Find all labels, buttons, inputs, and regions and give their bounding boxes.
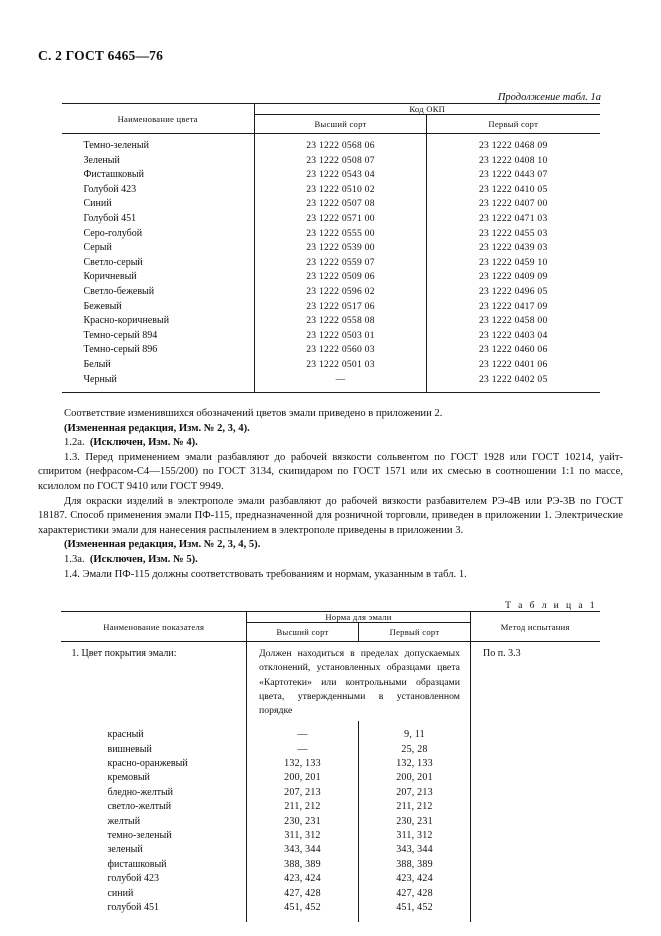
paragraph-revision-2 xyxy=(38,538,623,553)
cell-color-name: темно-зеленый xyxy=(107,830,172,842)
th-indicator-name: Наименование показателя xyxy=(61,612,246,642)
spacer-cell xyxy=(61,916,246,922)
table-1a-spacer-bottom xyxy=(62,387,600,393)
cell-code-high: 23 1222 0509 06 xyxy=(255,270,427,285)
cell-color-name: Светло-бежевый xyxy=(83,285,155,297)
cell-code-first: 23 1222 0471 03 xyxy=(478,212,548,224)
cell-color-name: голубой 423 xyxy=(107,873,160,885)
revision-note-2: (Измененная редакция, Изм. № 2, 3, 4, 5). xyxy=(64,539,261,551)
table-row xyxy=(62,285,600,300)
body-text-block xyxy=(36,407,625,582)
th-grade-first: Первый сорт xyxy=(488,119,539,129)
cell-color-name: кремовый xyxy=(107,772,150,784)
cell-value-first: 311, 312 xyxy=(358,829,470,843)
cell-color-name: Светло-серый xyxy=(83,256,143,268)
table-row-indicator-1 xyxy=(61,642,599,722)
spacer-cell xyxy=(358,721,470,728)
th-color-name: Наименование цвета xyxy=(62,104,255,134)
spacer-cell xyxy=(255,387,427,393)
cell-color-name: фисташковый xyxy=(107,858,167,870)
table-row xyxy=(61,858,599,872)
cell-color-name: Красно-коричневый xyxy=(83,315,170,327)
cell-method-empty xyxy=(471,858,600,872)
cell-color-name: синий xyxy=(107,887,134,899)
cell-color-name: Голубой 423 xyxy=(83,183,137,195)
cell-code-high: — xyxy=(255,373,427,388)
cell-value-high: — xyxy=(246,743,358,757)
cell-method-empty xyxy=(471,757,600,771)
table-row xyxy=(61,829,599,843)
th-grade-high: Высший сорт xyxy=(255,115,427,134)
cell-code-first: 23 1222 0455 03 xyxy=(478,227,548,239)
table-row xyxy=(62,373,600,388)
table-1-body xyxy=(61,642,599,922)
spacer-cell xyxy=(358,916,470,922)
cell-code-first: 23 1222 0401 06 xyxy=(478,358,548,370)
cell-code-first: 23 1222 0443 07 xyxy=(478,169,548,181)
cell-code-high: 23 1222 0507 08 xyxy=(255,197,427,212)
table-row xyxy=(62,139,600,154)
spacer-cell xyxy=(471,721,600,728)
cell-requirement-1 xyxy=(246,642,470,722)
cell-method-empty xyxy=(471,829,600,843)
spacer-cell xyxy=(246,721,358,728)
table-row xyxy=(61,743,599,757)
cell-value-high: 200, 201 xyxy=(246,771,358,785)
clause-number-1-3a: 1.3а. xyxy=(64,554,85,566)
cell-code-high: 23 1222 0539 00 xyxy=(255,241,427,256)
paragraph-revision-1 xyxy=(38,422,623,437)
cell-value-first: 132, 133 xyxy=(358,757,470,771)
cell-method-empty xyxy=(471,872,600,886)
cell-code-high: 23 1222 0559 07 xyxy=(255,256,427,271)
table-1a xyxy=(62,103,600,393)
table-row xyxy=(62,212,600,227)
cell-color-name: Серый xyxy=(83,242,112,254)
cell-code-first: 23 1222 0408 10 xyxy=(478,154,548,166)
cell-method-empty xyxy=(471,901,600,915)
cell-color-name: Бежевый xyxy=(83,300,122,312)
cell-code-high: 23 1222 0596 02 xyxy=(255,285,427,300)
cell-code-first: 23 1222 0459 10 xyxy=(478,256,548,268)
cell-color-name: светло-желтый xyxy=(107,801,172,813)
cell-value-first: 388, 389 xyxy=(358,858,470,872)
cell-color-name: Синий xyxy=(83,198,112,210)
table-1a-header-row-1 xyxy=(62,104,600,115)
cell-value-high: 311, 312 xyxy=(246,829,358,843)
table-1-header-row-1 xyxy=(61,612,599,623)
cell-code-first: 23 1222 0468 09 xyxy=(478,140,548,151)
th-grade-high: Высший сорт xyxy=(246,623,358,642)
cell-method-empty xyxy=(471,786,600,800)
th-norm-for-enamel: Норма для эмали xyxy=(246,612,470,623)
cell-value-first: 423, 424 xyxy=(358,872,470,886)
spacer-cell xyxy=(471,916,600,922)
spacer-cell xyxy=(61,721,246,728)
table-row xyxy=(62,343,600,358)
cell-code-high: 23 1222 0560 03 xyxy=(255,343,427,358)
table-row xyxy=(61,843,599,857)
cell-color-name: зеленый xyxy=(107,844,143,856)
table-row xyxy=(62,358,600,373)
paragraph-correspondence: Соответствие изменившихся обозначений цветов эмали приведено в приложении 2. xyxy=(64,408,443,420)
cell-value-high: 343, 344 xyxy=(246,843,358,857)
cell-method-empty xyxy=(471,743,600,757)
table-row xyxy=(61,757,599,771)
table-row xyxy=(61,872,599,886)
table-row xyxy=(61,771,599,785)
cell-code-first: 23 1222 0458 00 xyxy=(478,315,548,327)
paragraph-clause-1-3a xyxy=(38,553,623,568)
spacer-cell xyxy=(427,387,600,393)
table-row xyxy=(61,887,599,901)
table-row xyxy=(61,786,599,800)
table-row xyxy=(61,815,599,829)
clause-1-2a-text: (Исключен, Изм. № 4). xyxy=(89,437,198,449)
table-row xyxy=(62,241,600,256)
cell-code-high: 23 1222 0510 02 xyxy=(255,183,427,198)
cell-value-high: — xyxy=(246,728,358,742)
cell-color-name: Фисташковый xyxy=(83,169,144,181)
table-row xyxy=(62,168,600,183)
table-1a-body xyxy=(62,134,600,393)
page-header: С. 2 ГОСТ 6465—76 xyxy=(38,48,164,63)
cell-code-high: 23 1222 0508 07 xyxy=(255,154,427,169)
cell-code-first: 23 1222 0417 09 xyxy=(478,300,548,312)
cell-value-high: 451, 452 xyxy=(246,901,358,915)
th-okp-code: Код ОКП xyxy=(255,104,600,115)
cell-code-first: 23 1222 0403 04 xyxy=(478,329,548,341)
cell-color-name: голубой 451 xyxy=(107,902,160,914)
cell-code-high: 23 1222 0571 00 xyxy=(255,212,427,227)
cell-color-name: красно-оранжевый xyxy=(107,758,188,770)
cell-value-first: 200, 201 xyxy=(358,771,470,785)
table-row xyxy=(62,227,600,242)
cell-method-1: По п. 3.3 xyxy=(471,642,600,722)
table-row xyxy=(61,901,599,915)
table-row xyxy=(62,197,600,212)
table-row xyxy=(62,314,600,329)
table-row xyxy=(61,728,599,742)
th-test-method: Метод испытания xyxy=(471,612,600,642)
cell-code-high: 23 1222 0558 08 xyxy=(255,314,427,329)
table-row xyxy=(62,256,600,271)
cell-value-high: 207, 213 xyxy=(246,786,358,800)
cell-value-first: 9, 11 xyxy=(358,728,470,742)
clause-number-1-2a: 1.2а. xyxy=(64,437,85,449)
cell-method-empty xyxy=(471,843,600,857)
table-row xyxy=(62,300,600,315)
cell-value-high: 388, 389 xyxy=(246,858,358,872)
paragraph-electro-coating: Для окраски изделий в электрополе эмали разбавляют до рабочей вязкости разбавителем РЭ-4В или РЭ-3В по ГОСТ 18187. Способ применения эмали ПФ-115, предназначенной для розничной торговли, приведен в приложении 1. Электрические характеристики эмали для нанесения распылением в электрополе приведены в приложении 3. xyxy=(38,495,623,536)
table-row xyxy=(62,183,600,198)
table-row-tail xyxy=(61,916,599,922)
table-row xyxy=(61,800,599,814)
cell-code-high: 23 1222 0517 06 xyxy=(255,300,427,315)
cell-value-first: 451, 452 xyxy=(358,901,470,915)
table-1a-head xyxy=(62,104,600,134)
cell-code-first: 23 1222 0407 00 xyxy=(478,198,548,210)
table-1a-caption: Продолжение табл. 1а xyxy=(497,92,601,103)
table-row xyxy=(62,154,600,169)
cell-indicator-1: 1. Цвет покрытия эмали: xyxy=(61,642,246,722)
paragraph-clause-1-3: 1.3. Перед применением эмали разбавляют до рабочей вязкости сольвентом по ГОСТ 1928 или ГОСТ 10214, уайт-спиритом (нефрасом-С4—155/200) по ГОСТ 3134, скипидаром по ГОСТ 1571 или их смесью в соотношении 1:1 по массе, ксилолом по ГОСТ 9410 или ГОСТ 9949. xyxy=(38,451,623,493)
cell-method-empty xyxy=(471,728,600,742)
cell-code-high: 23 1222 0503 01 xyxy=(255,329,427,344)
cell-value-high: 211, 212 xyxy=(246,800,358,814)
cell-value-high: 230, 231 xyxy=(246,815,358,829)
table-1-head xyxy=(61,612,599,642)
cell-color-name: Голубой 451 xyxy=(83,212,137,224)
cell-color-name: Серо-голубой xyxy=(83,227,143,239)
cell-method-empty xyxy=(471,815,600,829)
cell-code-first: 23 1222 0410 05 xyxy=(478,183,548,195)
cell-code-first: 23 1222 0439 03 xyxy=(478,242,548,254)
cell-value-high: 423, 424 xyxy=(246,872,358,886)
cell-value-first: 207, 213 xyxy=(358,786,470,800)
paragraph-clause-1-2a xyxy=(38,436,623,451)
cell-value-first: 211, 212 xyxy=(358,800,470,814)
cell-color-name: Зеленый xyxy=(83,154,120,166)
revision-note-1: (Измененная редакция, Изм. № 2, 3, 4). xyxy=(64,422,250,434)
cell-value-first: 343, 344 xyxy=(358,843,470,857)
cell-value-first: 427, 428 xyxy=(358,887,470,901)
cell-value-high: 427, 428 xyxy=(246,887,358,901)
spacer-cell xyxy=(62,387,255,393)
cell-code-high: 23 1222 0501 03 xyxy=(255,358,427,373)
cell-value-first: 25, 28 xyxy=(358,743,470,757)
th-grade-first: Первый сорт xyxy=(358,623,470,642)
table-1-caption: Т а б л и ц а 1 xyxy=(505,600,597,612)
paragraph-clause-1-4: 1.4. Эмали ПФ-115 должны соответствовать требованиям и нормам, указанным в табл. 1. xyxy=(64,568,467,580)
cell-color-name: Темно-серый 896 xyxy=(83,344,158,356)
requirement-text: Должен находиться в пределах допускаемых отклонений, установленных образцами цвета «Картотеки» или контрольными образцами цвета, утвержденными в установленном порядке xyxy=(258,648,460,717)
cell-code-high: 23 1222 0568 06 xyxy=(255,139,427,154)
spacer-cell xyxy=(246,916,358,922)
cell-color-name: вишневый xyxy=(107,743,152,755)
table-row xyxy=(62,270,600,285)
cell-color-name: Темно-зеленый xyxy=(83,140,149,151)
cell-color-name: Белый xyxy=(83,358,111,370)
cell-value-first: 230, 231 xyxy=(358,815,470,829)
cell-color-name: Черный xyxy=(83,373,117,385)
cell-code-high: 23 1222 0543 04 xyxy=(255,168,427,183)
cell-color-name: Коричневый xyxy=(83,271,137,283)
cell-color-name: бледно-желтый xyxy=(107,786,174,798)
cell-code-first: 23 1222 0460 06 xyxy=(478,344,548,356)
cell-code-high: 23 1222 0555 00 xyxy=(255,227,427,242)
cell-value-high: 132, 133 xyxy=(246,757,358,771)
clause-1-3a-text: (Исключен, Изм. № 5). xyxy=(89,554,198,566)
table-row xyxy=(62,329,600,344)
cell-color-name: желтый xyxy=(107,815,141,827)
cell-method-empty xyxy=(471,800,600,814)
cell-method-empty xyxy=(471,887,600,901)
cell-color-name: Темно-серый 894 xyxy=(83,329,158,341)
table-row-spacer xyxy=(61,721,599,728)
cell-color-name: красный xyxy=(107,729,144,741)
cell-code-first: 23 1222 0496 05 xyxy=(478,285,548,297)
cell-code-first: 23 1222 0409 09 xyxy=(478,271,548,283)
table-1 xyxy=(61,611,599,921)
cell-method-empty xyxy=(471,771,600,785)
cell-code-first: 23 1222 0402 05 xyxy=(478,373,548,385)
